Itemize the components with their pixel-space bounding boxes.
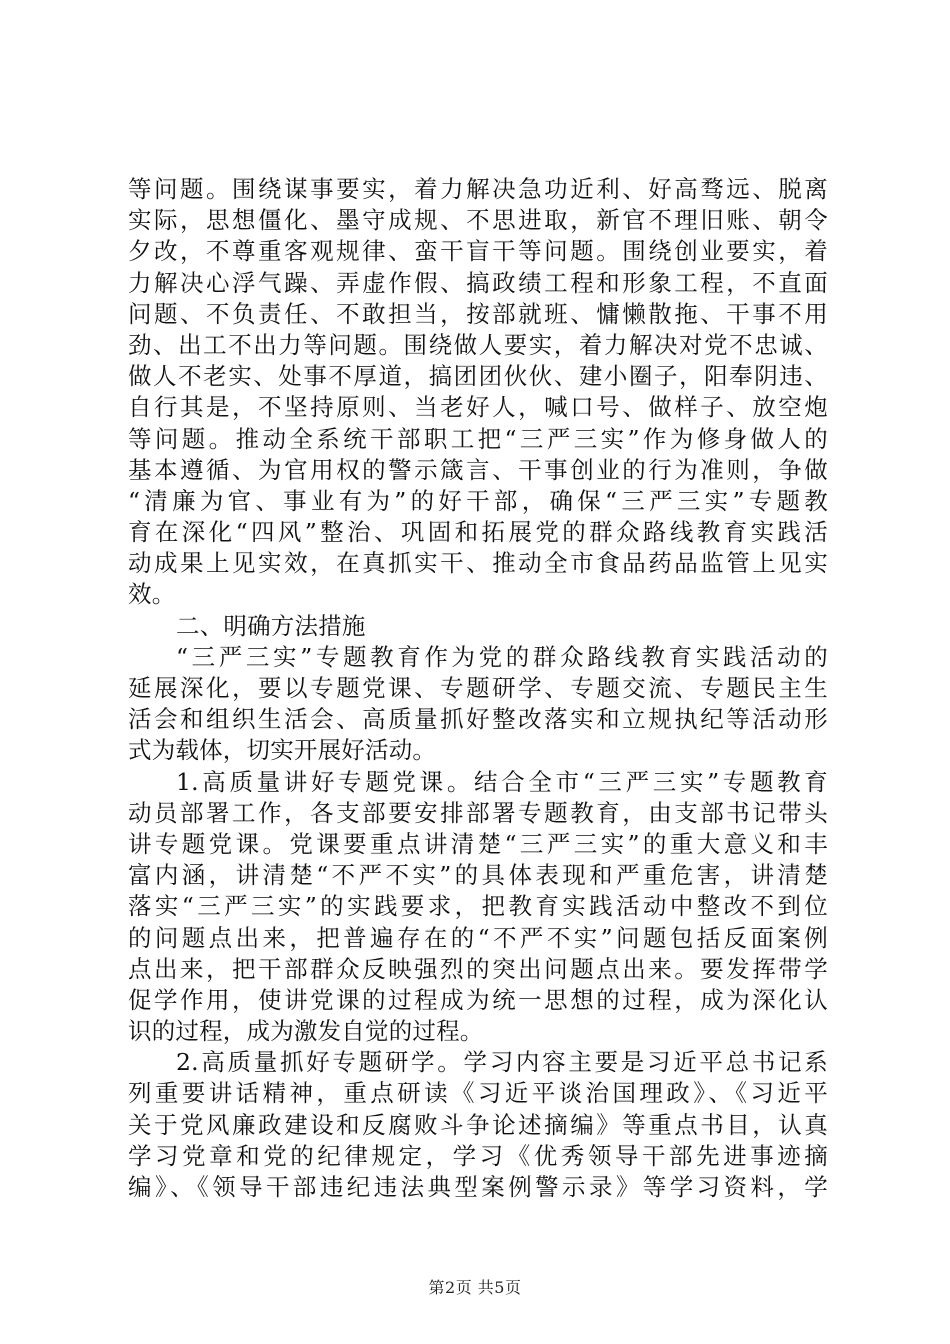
- body-text: [128, 174, 828, 1203]
- text-line: “清廉为官、事业有为”的好干部，确保“三严三实”专题教: [128, 486, 828, 515]
- text-line: 活会和组织生活会、高质量抓好整改落实和立规执纪等活动形: [128, 705, 828, 734]
- page-footer: 第2页 共5页: [428, 1278, 522, 1297]
- text-line: 列重要讲话精神，重点研读《习近平谈治国理政》、《习近平: [128, 1079, 828, 1108]
- text-line: 劲、出工不出力等问题。围绕做人要实，着力解决对党不忠诚、: [128, 330, 828, 359]
- text-line: 的问题点出来，把普遍存在的“不严不实”问题包括反面案例: [128, 923, 828, 952]
- text-line: 富内涵，讲清楚“不严不实”的具体表现和严重危害，讲清楚: [128, 861, 828, 890]
- text-line: 点出来，把干部群众反映强烈的突出问题点出来。要发挥带学: [128, 954, 828, 983]
- text-line: 等问题。围绕谋事要实，着力解决急功近利、好高骛远、脱离: [128, 175, 828, 203]
- text-line: 编》、《领导干部违纪违法典型案例警示录》等学习资料，学: [128, 1173, 828, 1201]
- text-line: 动员部署工作，各支部要安排部署专题教育，由支部书记带头: [128, 798, 828, 827]
- text-line: 关于党风廉政建设和反腐败斗争论述摘编》等重点书目，认真: [128, 1110, 828, 1139]
- text-line: 等问题。推动全系统干部职工把“三严三实”作为修身做人的: [128, 424, 828, 453]
- text-line: 力解决心浮气躁、弄虚作假、搞政绩工程和形象工程，不直面: [128, 268, 828, 297]
- text-line: 二、明确方法措施: [176, 611, 366, 640]
- text-line: “三严三实”专题教育作为党的群众路线教育实践活动的: [176, 642, 828, 671]
- text-line: 实际，思想僵化、墨守成规、不思进取，新官不理旧账、朝令: [128, 206, 828, 235]
- text-line: 1.高质量讲好专题党课。结合全市“三严三实”专题教育: [176, 767, 828, 796]
- text-line: 基本遵循、为官用权的警示箴言、干事创业的行为准则，争做: [128, 455, 828, 484]
- text-line: 育在深化“四风”整治、巩固和拓展党的群众路线教育实践活: [128, 518, 828, 547]
- text-line: 问题、不负责任、不敢担当，按部就班、慵懒散拖、干事不用: [128, 299, 828, 328]
- text-line: 落实“三严三实”的实践要求，把教育实践活动中整改不到位: [128, 892, 828, 921]
- text-line: 学习党章和党的纪律规定，学习《优秀领导干部先进事迹摘: [128, 1141, 828, 1170]
- text-line: 自行其是，不坚持原则、当老好人，喊口号、做样子、放空炮: [128, 393, 828, 422]
- text-line: 式为载体，切实开展好活动。: [128, 736, 437, 765]
- text-line: 识的过程，成为激发自觉的过程。: [128, 1017, 484, 1046]
- text-line: 做人不老实、处事不厚道，搞团团伙伙、建小圈子，阳奉阴违、: [128, 362, 828, 391]
- text-line: 延展深化，要以专题党课、专题研学、专题交流、专题民主生: [128, 674, 828, 702]
- text-line: 促学作用，使讲党课的过程成为统一思想的过程，成为深化认: [128, 985, 828, 1014]
- text-line: 动成果上见实效，在真抓实干、推动全市食品药品监管上见实: [128, 549, 828, 578]
- text-line: 2.高质量抓好专题研学。学习内容主要是习近平总书记系: [176, 1048, 828, 1077]
- text-line: 效。: [128, 580, 176, 609]
- text-line: 夕改，不尊重客观规律、蛮干盲干等问题。围绕创业要实，着: [128, 237, 828, 266]
- text-line: 讲专题党课。党课要重点讲清楚“三严三实”的重大意义和丰: [128, 829, 828, 858]
